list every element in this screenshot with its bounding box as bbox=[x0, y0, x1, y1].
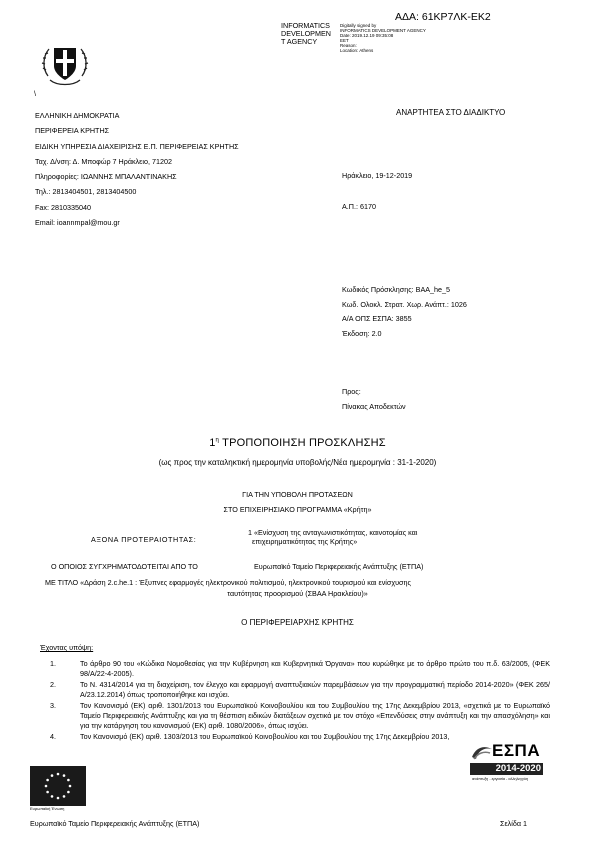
priority-axis-label: ΑΞΟΝΑ ΠΡΟΤΕΡΑΙΟΤΗΤΑΣ: bbox=[91, 535, 197, 544]
sender-line: Πληροφορίες: ΙΩΑΝΝΗΣ ΜΠΑΛΑΝΤΙΝΑΚΗΣ bbox=[35, 172, 177, 182]
cofunding-label: Ο ΟΠΟΙΟΣ ΣΥΓΧΡΗΜΑΤΟΔΟΤΕΙΤΑΙ ΑΠΟ ΤΟ bbox=[51, 562, 198, 571]
backslash-mark: \ bbox=[34, 89, 36, 98]
page-number: Σελίδα 1 bbox=[500, 819, 527, 828]
greek-emblem-icon bbox=[40, 40, 90, 90]
document-subtitle: (ως προς την καταληκτική ημερομηνία υποβολής/Νέα ημερομηνία : 31-1-2020) bbox=[158, 458, 437, 467]
list-item bbox=[36, 680, 550, 699]
sender-line: ΕΛΛΗΝΙΚΗ ΔΗΜΟΚΡΑΤΙΑ bbox=[35, 111, 120, 120]
action-title-line: ταυτότητας προορισμού (ΣΒΑΑ Ηρακλείου)» bbox=[227, 589, 368, 598]
priority-axis-value bbox=[248, 528, 417, 546]
publish-online-note: ΑΝΑΡΤΗΤΕΑ ΣΤΟ ΔΙΑΔΙΚΤΥΟ bbox=[396, 108, 506, 117]
call-codes bbox=[342, 283, 467, 341]
item-text: Τον Κανονισμό (ΕΚ) αριθ. 1301/2013 του Ευρωπαϊκού Κοινοβουλίου και του Συμβουλίου της 17ης Δεκεμβρίου 2013, «σχετικά με το Ευρωπαϊκό Ταμείο Περιφερειακής Ανάπτυξης και για τη θέσπιση ειδικών διατάξεων σχετικά με τον στόχο «Επενδύσεις στην ανάπτυξη και την απασχόληση» και για την κατάργηση του κανονισμού (ΕΚ) αριθ. 1080/2006», όπως ισχύει. bbox=[80, 701, 550, 730]
sig-line: Date: 2019.12.19 09:35:08 bbox=[340, 33, 394, 38]
recipient-label: Προς: bbox=[342, 387, 361, 396]
item-number: 1. bbox=[50, 659, 56, 668]
sig-line: Reason: bbox=[340, 43, 357, 48]
ada-code: ΑΔΑ: 61ΚΡ7ΛΚ-ΕΚ2 bbox=[395, 11, 491, 23]
eu-stars-icon bbox=[30, 766, 86, 806]
item-text: Το άρθρο 90 του «Κώδικα Νομοθεσίας για την Κυβέρνηση και Κυβερνητικά Όργανα» που κυρώθηκε με το άρθρο πρώτο του π.δ. 63/2005, (ΦΕΚ 98/Α/22-4-2005). bbox=[80, 659, 550, 678]
cofunding-value: Ευρωπαϊκό Ταμείο Περιφερειακής Ανάπτυξης (ΕΤΠΑ) bbox=[254, 562, 424, 571]
axis-line: 1 «Ενίσχυση της ανταγωνιστικότητας, καινοτομίας και bbox=[248, 528, 418, 537]
agency-line: INFORMATICS bbox=[281, 21, 330, 30]
espa-swoosh-icon bbox=[470, 743, 494, 761]
list-item bbox=[36, 659, 550, 678]
espa-tagline: ανάπτυξη - εργασία - αλληλεγγύη bbox=[472, 777, 529, 781]
having-regard-heading: Έχοντας υπόψη: bbox=[40, 643, 94, 652]
espa-years: 2014-2020 bbox=[470, 763, 543, 775]
item-number: 3. bbox=[50, 701, 56, 711]
programme-heading: ΣΤΟ ΕΠΙΧΕΙΡΗΣΙΑΚΟ ΠΡΟΓΡΑΜΜΑ «Κρήτη» bbox=[223, 505, 372, 514]
list-item bbox=[36, 701, 550, 730]
title-number: 1 bbox=[209, 437, 216, 449]
regional-head: Ο ΠΕΡΙΦΕΡΕΙΑΡΧΗΣ ΚΡΗΤΗΣ bbox=[241, 618, 354, 627]
action-title-line: ΜΕ ΤΙΤΛΟ «Δράση 2.c.he.1 : Έξυπνες εφαρμογές ηλεκτρονικού πολιτισμού, ηλεκτρονικού τουρισμού και ενίσχυσης bbox=[45, 578, 411, 587]
sender-line: Email: ioannmpal@mou.gr bbox=[35, 218, 120, 228]
eu-caption: Ευρωπαϊκή Ένωση bbox=[30, 806, 65, 811]
code-line: Κωδικός Πρόσκλησης: ΒΑΑ_he_5 bbox=[342, 285, 451, 294]
agency-line: T AGENCY bbox=[281, 37, 318, 46]
eu-flag-icon bbox=[30, 766, 86, 806]
sig-line: Digitally signed by bbox=[340, 23, 377, 28]
submission-heading: ΓΙΑ ΤΗΝ ΥΠΟΒΟΛΗ ΠΡΟΤΑΣΕΩΝ bbox=[242, 490, 353, 499]
sender-line: Ταχ. Δ/νση: Δ. Μποφώρ 7 Ηράκλειο, 71202 bbox=[35, 156, 172, 166]
recipient-value: Πίνακας Αποδεκτών bbox=[342, 402, 406, 411]
sender-line: ΠΕΡΙΦΕΡΕΙΑ ΚΡΗΤΗΣ bbox=[35, 126, 110, 136]
sig-line: INFORMATICS DEVELOPMENT AGENCY bbox=[340, 28, 426, 33]
item-number: 2. bbox=[50, 680, 56, 690]
protocol-number: Α.Π.: 6170 bbox=[342, 202, 376, 211]
axis-line: επιχειρηματικότητας της Κρήτης» bbox=[252, 537, 358, 546]
code-line: Έκδοση: 2.0 bbox=[342, 328, 382, 338]
code-line: Κωδ. Ολοκλ. Στρατ. Χωρ. Ανάπτ.: 1026 bbox=[342, 299, 467, 309]
item-text: Τον Κανονισμό (ΕΚ) αριθ. 1303/2013 του Ευρωπαϊκού Κοινοβουλίου και του Συμβουλίου της 17ης Δεκεμβρίου 2013, bbox=[80, 732, 450, 742]
sig-line: Location: Athens bbox=[340, 48, 374, 53]
sender-block bbox=[35, 108, 239, 230]
sender-line: ΕΙΔΙΚΗ ΥΠΗΡΕΣΙΑ ΔΙΑΧΕΙΡΙΣΗΣ Ε.Π. ΠΕΡΙΦΕΡΕΙΑΣ ΚΡΗΤΗΣ bbox=[35, 141, 239, 151]
sig-line: EET bbox=[340, 38, 349, 43]
signature-details bbox=[340, 23, 426, 53]
espa-logo bbox=[470, 741, 543, 799]
signature-agency bbox=[281, 22, 331, 46]
document-title bbox=[0, 437, 595, 449]
footer-fund: Ευρωπαϊκό Ταμείο Περιφερειακής Ανάπτυξης (ΕΤΠΑ) bbox=[30, 819, 200, 828]
item-number: 4. bbox=[50, 732, 56, 742]
document-date: Ηράκλειο, 19-12-2019 bbox=[342, 171, 413, 180]
sender-line: Fax: 2810335040 bbox=[35, 202, 91, 212]
legal-basis-list bbox=[36, 659, 550, 744]
agency-line: DEVELOPMEN bbox=[281, 29, 331, 38]
sender-line: Τηλ.: 2813404501, 2813404500 bbox=[35, 187, 137, 197]
title-text: ΤΡΟΠΟΠΟΙΗΣΗ ΠΡΟΣΚΛΗΣΗΣ bbox=[219, 437, 386, 449]
title-superscript: η bbox=[215, 437, 220, 444]
espa-word: ΕΣΠΑ bbox=[492, 741, 541, 760]
code-line: Α/Α ΟΠΣ ΕΣΠΑ: 3855 bbox=[342, 314, 412, 323]
item-text: Το Ν. 4314/2014 για τη διαχείριση, τον έλεγχο και εφαρμογή αναπτυξιακών παρεμβάσεων για την προγραμματική περίοδο 2014-2020» (ΦΕΚ 265/Α/23.12.2014) όπως τροποποιήθηκε και ισχύει. bbox=[80, 680, 550, 699]
